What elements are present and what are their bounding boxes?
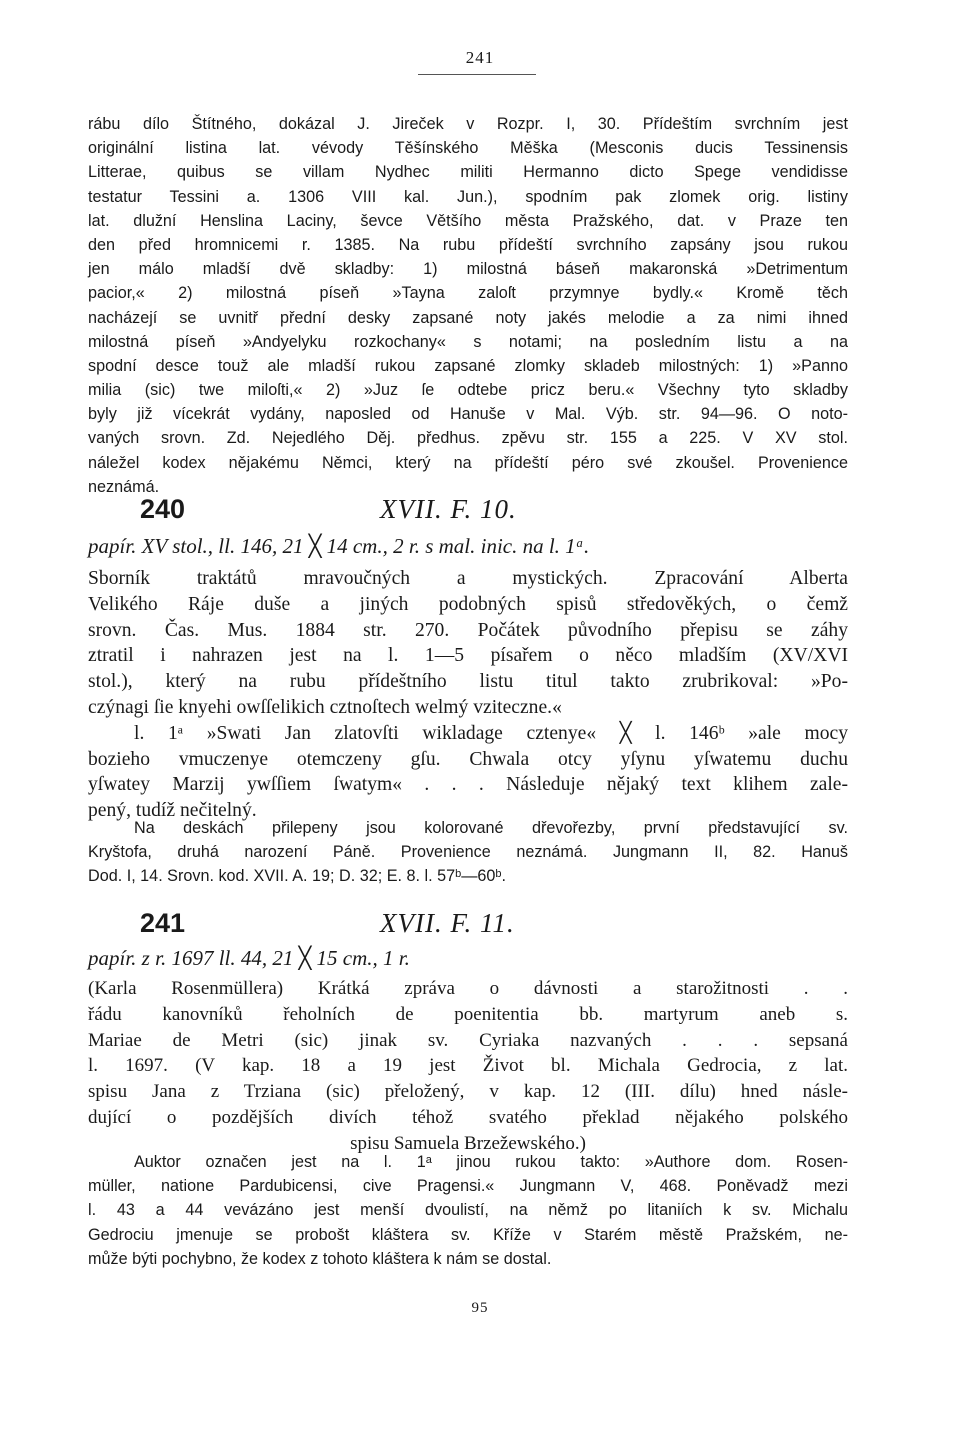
text-line: milostná píseň »Andyelyku rozkochany« s notami; na posledním listu a na [88, 332, 848, 351]
text-line: czýnagi ſie knyehi owſſelikich cztnoſtech welmý vzitеczne.« [88, 696, 562, 718]
text-line: Na deskách přilepeny jsou kolorované dřevořezby, první představující sv. [134, 819, 848, 837]
text-line: l. 1ᵃ »Swati Jan zlatovſti wikladage cztenye« ╳ l. 146ᵇ »ale mocy [134, 722, 848, 744]
text-line: bozieho vmuczenye otemczeny gſu. Chwala otcy yſynu yſwatemu duchu [88, 748, 848, 770]
text-line: Velikého Ráje duše a jiných podobných spisů středověkých, o čemž [88, 593, 848, 615]
entry-signature: XVII. F. 11. [380, 908, 515, 938]
text-line: stol.), který na rubu přídeštního listu titul takto zrubrikoval: »Po- [88, 671, 848, 693]
text-line: spisu Jana z Trziana (sic) přeložený, v kap. 12 (III. dílu) hned násle- [88, 1081, 848, 1103]
page-number-top: 241 [465, 48, 495, 67]
text-line: byly již vícekrát vydány, naposled od Hanuše v Mal. Výb. str. 94—96. O noto- [88, 405, 848, 424]
entry-number: 241 [140, 908, 186, 938]
text-line: spodní desce touž ale mladší rukou zapsané zlomky skladeb milostných: 1) »Panno [88, 356, 848, 375]
text-line: den před hromnicemi r. 1385. Na rubu přídeští svrchního zapsány jsou rukou [88, 235, 848, 254]
entry-241-note [88, 1150, 848, 1271]
text-line: testatur Tessini a. 1306 VIII kal. Jun.), spodním pak zlomek orig. listiny [88, 187, 848, 206]
text-line: Mariae de Metri (sic) jinak sv. Cyriaka nazvaných . . . sepsaná [88, 1029, 848, 1051]
header-rule [418, 74, 536, 75]
text-line: originální listina lat. vévody Těšínského Měška (Mesconis ducis Tessinensis [88, 139, 848, 158]
text-line: jen málo mladší dvě skladby: 1) milostná báseň makaronská »Detrimentum [88, 260, 848, 279]
text-line: milia (sic) twe miloſti,« 2) »Juz ſe odtebe pricz beru.« Všechny tyto skladby [88, 381, 848, 400]
text-line: nacházejí se uvnitř přední desky zapsané noty jakés melodie a za nimi ihned [88, 308, 848, 327]
text-line: rábu dílo Štítného, dokázal J. Jireček v Rozpr. I, 30. Přídeštím svrchním jest [88, 115, 848, 133]
text-line: pený, tudíž nečitelný. [88, 800, 257, 822]
text-line: Kryštofa, druhá narození Páně. Provenience neznámá. Jungmann II, 82. Hanuš [88, 843, 848, 862]
text-line: l. 43 a 44 vevázáno jest menší dvoulistí, na němž po litaniích k sv. Michalu [88, 1201, 848, 1220]
entry-240-description [88, 566, 848, 824]
text-line: řádu kanovníků řeholních de poenitentia bb. martyrum aneb s. [88, 1003, 848, 1025]
entry-241-heading [88, 908, 848, 944]
entry-240-heading [88, 494, 848, 530]
text-line: náležel kodex nějakému Němci, který na přídeští péro své zkoušel. Provenience [88, 453, 848, 472]
text-line: spisu Samuela Brzežewského.) [350, 1132, 586, 1154]
text-line: l. 1697. (V kap. 18 a 19 jest Život bl. Michala Gedrocia, z lat. [88, 1055, 848, 1077]
text-line: vaných srovn. Zd. Nejedlého Děj. předhus. zpěvu str. 155 a 225. V XV stol. [88, 429, 848, 448]
entry-241-format: papír. z r. 1697 ll. 44, 21 ╳ 15 cm., 1 r. [88, 946, 410, 970]
text-line: lat. dlužní Henslina Laciny, ševce Většího města Pražského, dat. v Praze ten [88, 211, 848, 230]
text-line: pacior,« 2) milostná píseň »Tayna zaloſt przymnye bydly.« Kromě těch [88, 284, 848, 303]
text-line: Gedrociu jmenuje se probošt kláštera sv. Kříže v Starém městě Pražském, ne- [88, 1225, 848, 1244]
text-line: yſwatey Marzij ywſſiem ſwatym« . . . Následuje nějaký text klihem zale- [88, 774, 848, 796]
entry-241-description [88, 976, 848, 1157]
text-line: může býti pochybno, že kodex z tohoto kláštera k nám se dostal. [88, 1249, 552, 1268]
entry-signature: XVII. F. 10. [380, 494, 517, 524]
entry-240-format: papír. XV stol., ll. 146, 21 ╳ 14 cm., 2 r. s mal. inic. na l. 1ᵃ. [88, 534, 590, 558]
entry-240-note [88, 816, 848, 889]
text-line: Litterae, quibus se villam Nydhec militi Hermanno dicto Spege vendidisse [88, 163, 848, 182]
text-line: müller, natione Pardubicensi, cive Pragensi.« Jungmann V, 468. Poněvadž mezi [88, 1177, 848, 1196]
page-number-bottom: 95 [471, 1300, 489, 1316]
text-line: Sborník traktátů mravoučných a mystických. Zpracování Alberta [88, 568, 848, 589]
text-line: Dod. I, 14. Srovn. kod. XVII. A. 19; D. 32; E. 8. l. 57ᵇ—60ᵇ. [88, 867, 507, 886]
text-line: (Karla Rosenmüllera) Krátká zpráva o dávnosti a starožitnosti . . [88, 978, 848, 999]
intro-paragraph [88, 112, 848, 499]
text-line: srovn. Čas. Mus. 1884 str. 270. Počátek původního přepisu se záhy [88, 619, 848, 641]
text-line: ztratil i nahrazen jest na l. 1—5 písařem o něco mladším (XV/XVI [88, 645, 848, 667]
text-line: Auktor označen jest na l. 1ᵃ jinou rukou takto: »Authore dom. Rosen- [134, 1153, 848, 1171]
text-line: dující o pozdějších divích téhož svatého překlad nějakého polského [88, 1106, 848, 1128]
entry-number: 240 [140, 494, 186, 524]
text-line: neznámá. [88, 477, 160, 496]
